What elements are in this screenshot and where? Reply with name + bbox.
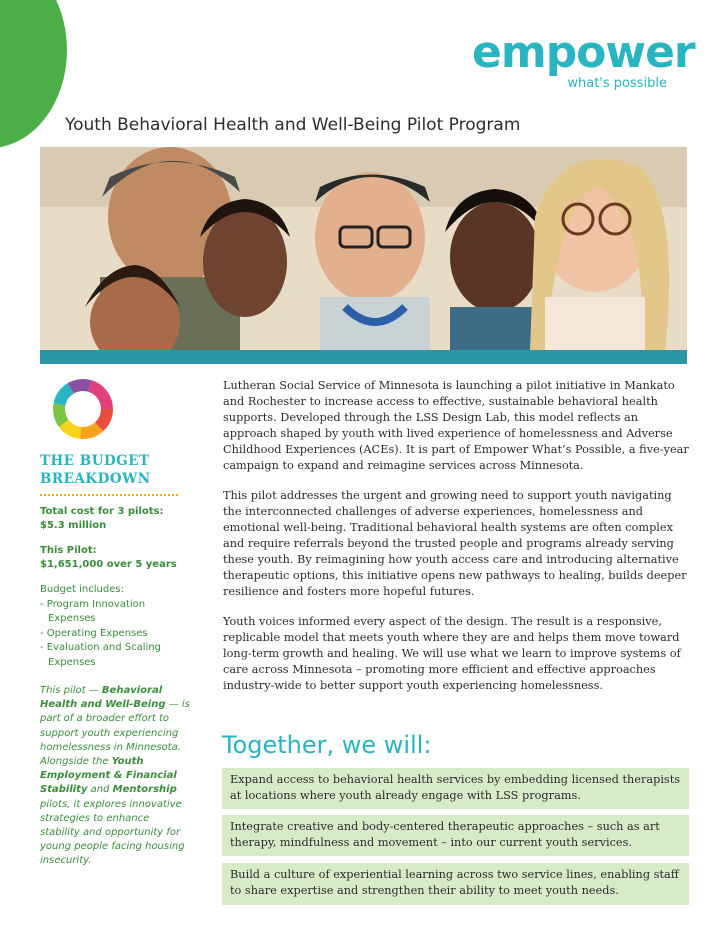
commitment-box: Integrate creative and body-centered therapeutic approaches – such as art therapy, mindfulness and movement – into our current youth services. xyxy=(222,815,689,856)
note-text: This pilot — xyxy=(40,685,102,696)
total-cost-value: $5.3 million xyxy=(40,520,107,531)
youth-voices-paragraph: Youth voices informed every aspect of the design. The result is a responsive, replicable model that meets youth where they are and helps them move toward long-term growth and healing. We will use what we learn to improve systems of care across Minnesota – promoting more efficient and effective approaches industry-wide to better support youth experiencing homelessness. xyxy=(223,615,681,692)
dotted-divider xyxy=(40,494,178,496)
budget-heading-line2: BREAKDOWN xyxy=(40,471,151,487)
budget-includes-block xyxy=(40,583,190,670)
total-cost-label: Total cost for 3 pilots: xyxy=(40,506,164,517)
pilot-cost-label: This Pilot: xyxy=(40,545,97,556)
budget-heading xyxy=(40,452,190,488)
note-emphasis: Youth Employment & Financial Stability xyxy=(40,756,177,796)
page-title: Youth Behavioral Health and Well-Being Pilot Program xyxy=(65,115,521,135)
pilot-context-note xyxy=(40,684,190,869)
note-text: pilots, it explores innovative strategies to enhance stability and opportunity for young people facing housing insecurity. xyxy=(40,798,185,867)
together-heading: Together, we will: xyxy=(222,731,432,759)
budget-include-item: - Operating Expenses xyxy=(40,627,148,639)
commitment-box: Build a culture of experiential learning across two service lines, enabling staff to share expertise and strengthen their ability to meet youth needs. xyxy=(222,863,689,905)
total-cost-block xyxy=(40,505,190,533)
logo-tagline: what's possible xyxy=(567,76,667,91)
empower-logo xyxy=(472,27,695,94)
main-content xyxy=(223,378,691,708)
intro-paragraph: Lutheran Social Service of Minnesota is launching a pilot initiative in Mankato and Rochester to increase access to effective, sustainable behavioral health supports. Developed through the LSS Design Lab, this model reflects an approach shaped by youth with lived experience of homelessness and Adverse Childhood Experiences (ACEs). It is part of Empower What’s Possible, a five-year campaign to expand and reimagine services across Minnesota. xyxy=(223,379,689,472)
pilot-cost-block xyxy=(40,544,190,572)
note-text: and xyxy=(87,784,113,796)
commitment-box: Expand access to behavioral health services by embedding licensed therapists at locations where youth already engage with LSS programs. xyxy=(222,768,689,809)
budget-include-item: - Evaluation and Scaling Expenses xyxy=(40,642,161,668)
empower-ring-icon xyxy=(52,378,114,440)
decorative-green-circle xyxy=(0,0,67,148)
pilot-cost-value: $1,651,000 over 5 years xyxy=(40,559,177,570)
logo-wordmark: empower xyxy=(472,27,695,78)
note-text: — is part of a broader effort to support youth experiencing homelessness in Minnesota. Alongside the xyxy=(40,699,190,768)
hero-bottom-strip xyxy=(40,350,687,364)
note-emphasis: Behavioral Health and Well-Being xyxy=(40,685,166,711)
hero-photo xyxy=(40,147,687,351)
need-paragraph: This pilot addresses the urgent and growing need to support youth navigating the interconnected challenges of adverse experiences, homelessness and emotional well-being. Traditional behavioral health systems are often complex and require referrals beyond the trusted people and programs already serving these youth. By reimagining how youth access care and introducing alternative therapeutic options, this initiative opens new pathways to healing, builds deeper resilience and fosters more hopeful futures. xyxy=(223,489,687,598)
budget-include-item: - Program Innovation Expenses xyxy=(40,598,146,624)
youth-group-illustration xyxy=(40,147,687,351)
budget-includes-label: Budget includes: xyxy=(40,584,124,595)
budget-sidebar xyxy=(40,378,190,869)
budget-heading-line1: THE BUDGET xyxy=(40,453,150,469)
note-emphasis: Mentorship xyxy=(112,784,177,796)
